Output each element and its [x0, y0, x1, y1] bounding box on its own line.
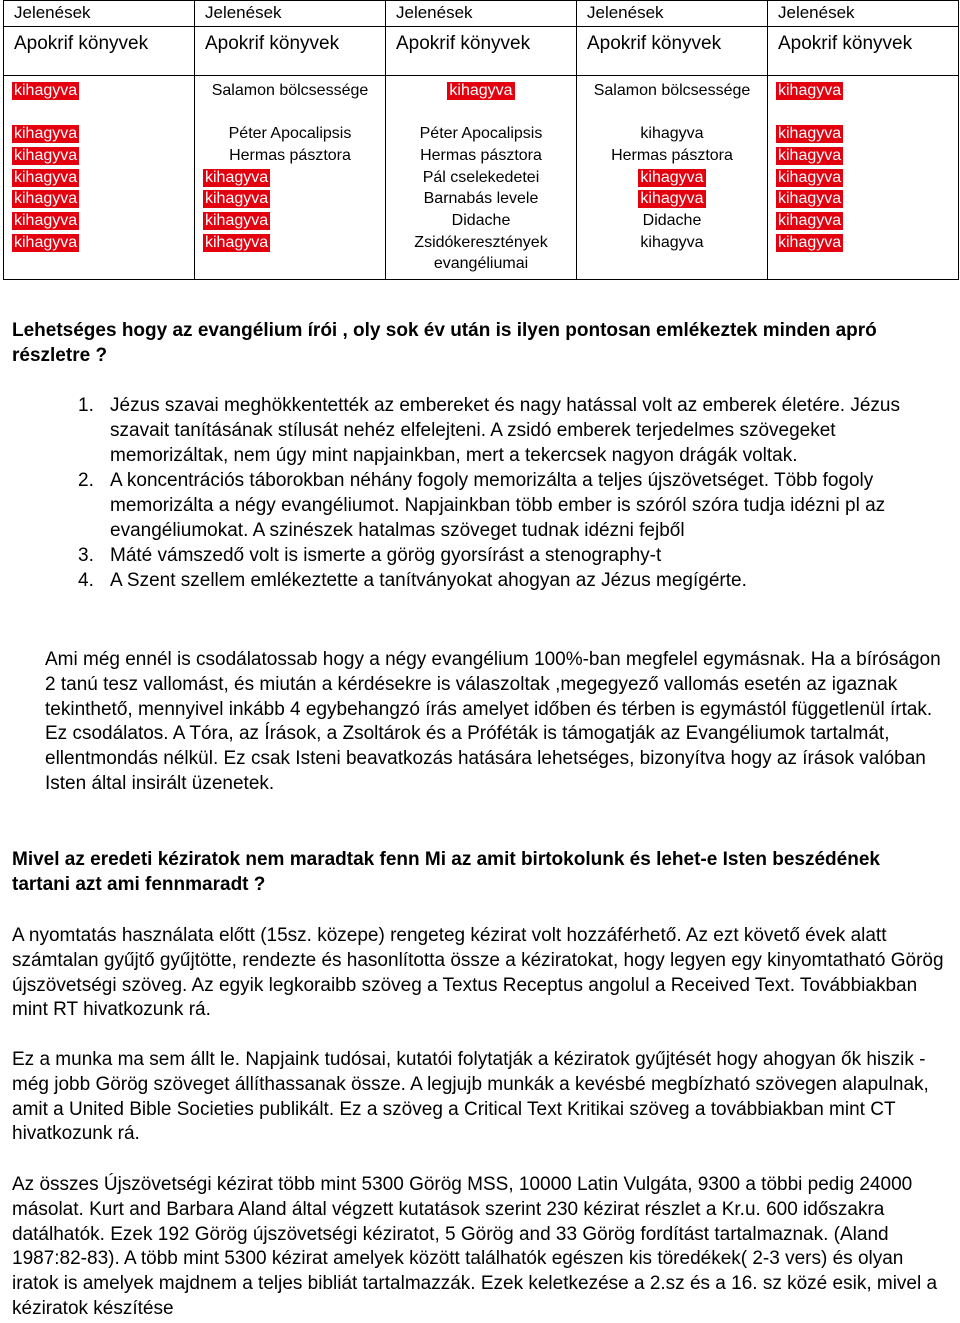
omitted-badge: kihagyva	[14, 82, 78, 99]
omitted-badge: kihagyva	[14, 168, 78, 186]
table-cell	[4, 167, 194, 189]
list-item	[12, 568, 942, 593]
reasons-list	[12, 393, 942, 593]
book-name: Barnabás levele	[423, 190, 539, 208]
table-cell	[386, 232, 576, 275]
omitted-badge: kihagyva	[205, 168, 269, 186]
table-cell	[386, 123, 576, 145]
book-name: Péter Apocalipsis	[228, 125, 352, 143]
omitted-badge: kihagyva	[205, 212, 269, 230]
table-cell: Jelenések	[577, 1, 768, 27]
manuscripts-heading: Mivel az eredeti kéziratok nem maradtak fenn Mi az amit birtokolunk és lehet-e Isten beszédének tartani azt ami fennmaradt ?	[12, 849, 880, 895]
book-name: kihagyva	[640, 125, 704, 143]
table-cell: Jelenések	[768, 1, 959, 27]
table-cell	[195, 80, 385, 123]
table-cell	[195, 188, 385, 210]
canon-comparison-table	[3, 0, 959, 280]
printing-paragraph: A nyomtatás használata előtt (15sz. közepe) rengeteg kézirat volt hozzáférhető. Az ezt követő évek alatt számtalan gyűjtő gyűjtötte, rendezte és hasonlította össze a kéziratokat, hogy legyen egy kinyomtatható Görög újszövetségi szöveg. Az egyik legkoraibb szöveg a Textus Receptus angolul a Received Text. Továbbiakban mint RT hivatkozunk rá.	[12, 925, 944, 1021]
table-cell	[4, 145, 194, 167]
table-column-2	[195, 76, 386, 280]
list-item-text: Máté vámszedő volt is ismerte a görög gyorsírást a stenography-t	[110, 545, 662, 566]
omitted-badge: kihagyva	[14, 190, 78, 208]
table-cell	[768, 123, 958, 145]
list-item-text: A Szent szellem emlékeztette a tanítványokat ahogyan az Jézus megígérte.	[110, 570, 747, 591]
book-name: Salamon bölcsessége	[211, 82, 369, 99]
omitted-badge: kihagyva	[14, 125, 78, 143]
table-cell	[386, 80, 576, 123]
book-name: Hermas pásztora	[229, 147, 351, 165]
omitted-badge: kihagyva	[778, 233, 842, 251]
work-paragraph: Ez a munka ma sem állt le. Napjaink tudósai, kutatói folytatják a kéziratok gyűjtését hogy ahogyan ők hiszik -még jobb Görög szöveget állíthassanak össze. A legjujb munkák a kevésbé megbízható szövegen alapulnak, amit a United Bible Societies publikált. Ez a szöveg a Critical Text Kritikai szöveg a továbbiakban mint CT hivatkozunk rá.	[12, 1049, 929, 1145]
list-item-text: Jézus szavai meghökkentették az embereket és nagy hatással volt az emberek életére. Jézus szavait tanításának stílusát nehéz elfelejteni. A zsidó emberek terjedelmes szövegeket memorizáltak, nem úgy mint napjainkban, mert a tekercsek nagyon drágák voltak.	[110, 395, 900, 466]
omitted-badge: kihagyva	[778, 125, 842, 143]
book-name: Pál cselekedetei	[422, 168, 540, 186]
table-cell	[4, 210, 194, 232]
table-cell	[768, 145, 958, 167]
table-cell	[4, 232, 194, 275]
book-name: Zsidókeresztények evangéliumai	[414, 233, 548, 273]
list-item	[12, 468, 942, 543]
book-name: Péter Apocalipsis	[419, 125, 543, 143]
table-cell	[768, 80, 958, 123]
table-cell	[4, 188, 194, 210]
list-number: 4.	[78, 570, 94, 591]
table-cell	[577, 232, 767, 275]
table-cell	[386, 145, 576, 167]
table-books-row	[4, 76, 959, 280]
omitted-badge: kihagyva	[778, 212, 842, 230]
list-item-text: A koncentrációs táborokban néhány fogoly memorizálta a teljes újszövetséget. Több fogoly memorizálta a négy evangéliumot. Napjainkban több ember is szóról szóra tudja idézni pl az evangéliumokat. A szinészek hatalmas szöveget tudnak idézni fejből	[110, 470, 886, 541]
table-column-5	[768, 76, 959, 280]
omitted-badge: kihagyva	[640, 190, 704, 208]
book-name: Salamon bölcsessége	[593, 82, 751, 99]
table-cell: Jelenések	[4, 1, 195, 27]
table-column-4	[577, 76, 768, 280]
table-cell	[768, 167, 958, 189]
list-item	[12, 543, 942, 568]
table-cell	[195, 232, 385, 275]
table-cell	[386, 188, 576, 210]
manuscript-count-paragraph: Az összes Újszövetségi kézirat több mint 5300 Görög MSS, 10000 Latin Vulgáta, 9300 a többi pedig 24000 másolat. Kurt and Barbara Aland által végzett kutatások szerint 230 kézirat részlet a Kr.u. 600 időszakra datálhatók. Ezek 192 Görög újszövetségi kéziratot, 5 Görög and 33 Görög fordítást tartalmaznak. (Aland 1987:82-83). A több mint 5300 kézirat amelyek között találhatók egészen kis töredékek( 2-3 vers) és olyan iratok is amelyek majdnem a teljes bibliát tartalmazzák. Ezek keletkezése a 2.sz és a 16. sz közé esik, mivel a kéziratok készítése	[12, 1174, 938, 1319]
book-name: Didache	[451, 212, 511, 230]
omitted-badge: kihagyva	[14, 212, 78, 230]
table-cell	[577, 210, 767, 232]
book-name: Didache	[642, 212, 702, 230]
book-name: kihagyva	[640, 233, 704, 251]
table-cell: Apokrif könyvek	[386, 27, 577, 76]
omitted-badge: kihagyva	[449, 82, 513, 99]
book-name: Hermas pásztora	[420, 147, 542, 165]
table-cell: Apokrif könyvek	[4, 27, 195, 76]
table-column-3	[386, 76, 577, 280]
table-cell	[195, 167, 385, 189]
omitted-badge: kihagyva	[205, 190, 269, 208]
table-cell	[768, 188, 958, 210]
table-cell: Apokrif könyvek	[195, 27, 386, 76]
table-cell	[195, 123, 385, 145]
table-cell	[768, 210, 958, 232]
table-cell: Jelenések	[195, 1, 386, 27]
table-cell: Apokrif könyvek	[577, 27, 768, 76]
table-cell	[577, 167, 767, 189]
omitted-badge: kihagyva	[14, 147, 78, 165]
table-cell	[768, 232, 958, 275]
table-cell	[577, 123, 767, 145]
table-cell	[195, 145, 385, 167]
omitted-badge: kihagyva	[205, 233, 269, 251]
list-item	[12, 393, 942, 468]
table-cell: Jelenések	[386, 1, 577, 27]
table-cell	[577, 80, 767, 123]
question-heading: Lehetséges hogy az evangélium írói , oly sok év után is ilyen pontosan emlékeztek minden apró részletre ?	[12, 320, 877, 366]
omitted-badge: kihagyva	[778, 190, 842, 208]
omitted-badge: kihagyva	[640, 168, 704, 186]
omitted-badge: kihagyva	[778, 82, 842, 99]
table-header-row-revelation	[4, 1, 959, 27]
omitted-badge: kihagyva	[778, 168, 842, 186]
table-cell: Apokrif könyvek	[768, 27, 959, 76]
list-number: 3.	[78, 545, 94, 566]
list-number: 1.	[78, 395, 94, 416]
list-number: 2.	[78, 470, 94, 491]
table-cell	[577, 188, 767, 210]
table-column-1	[4, 76, 195, 280]
table-cell	[195, 210, 385, 232]
table-cell	[4, 80, 194, 123]
omitted-badge: kihagyva	[778, 147, 842, 165]
table-cell	[386, 167, 576, 189]
table-cell	[4, 123, 194, 145]
table-cell	[386, 210, 576, 232]
agreement-paragraph: Ami még ennél is csodálatossab hogy a négy evangélium 100%-ban megfelel egymásnak. Ha a bíróságon 2 tanú tesz vallomást, és miután a kérdésekre is válaszoltak ,megegyező vallomás esetén az igaznak tekinthető, mennyivel inkább 4 egybehangzó írás amelyet időben és térben is egymástól függetlenül írtak. Ez csodálatos. A Tóra, az Írások, a Zsoltárok és a Próféták is támogatják az Evangéliumok tartalmát, ellentmondás nélkül. Ez csak Isteni beavatkozás hatására lehetséges, bizonyítva hogy az írások valóban Isten által insirált üzenetek.	[45, 649, 941, 794]
book-name: Hermas pásztora	[611, 147, 733, 165]
table-header-row-apocrypha	[4, 27, 959, 76]
table-cell	[577, 145, 767, 167]
omitted-badge: kihagyva	[14, 233, 78, 251]
